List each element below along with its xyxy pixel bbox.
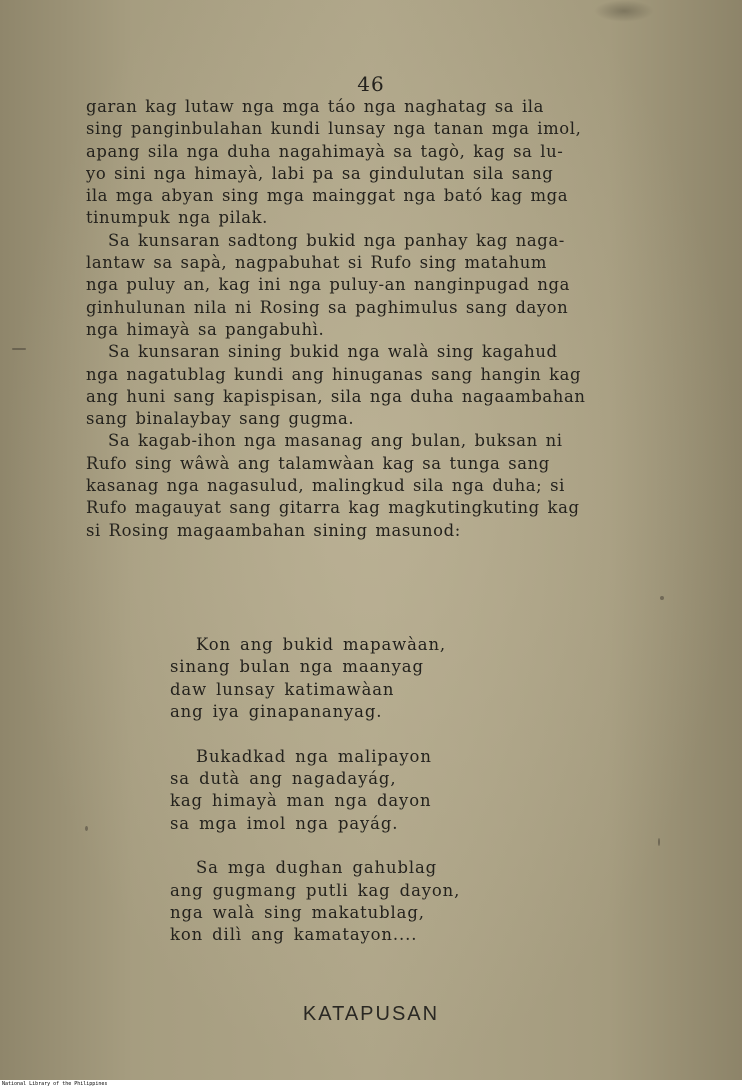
prose-line: Rufo sing wâwà ang talamwàan kag sa tunga sang: [86, 453, 550, 473]
prose-line: Rufo magauyat sang gitarra kag magkutingkuting kag: [86, 498, 580, 518]
poem-line: kag himayà man nga dayon: [170, 791, 432, 811]
poem-line: Bukadkad nga malipayon: [196, 746, 432, 766]
prose-line: sing panginbulahan kundi lunsay nga tanan mga imol,: [86, 119, 582, 139]
prose-line: ila mga abyan sing mga mainggat nga bató kag mga: [86, 186, 569, 206]
poem-stanza: [170, 746, 590, 836]
prose-line: si Rosing magaambahan sining masunod:: [86, 520, 461, 540]
prose-line: garan kag lutaw nga mga táo nga naghatag sa ila: [86, 97, 545, 116]
poem-line: Kon ang bukid mapawàan,: [196, 635, 447, 654]
poem-stanza: [170, 857, 590, 947]
poem-line: ang iya ginapananyag.: [170, 702, 383, 722]
prose-line: Sa kunsaran sining bukid nga walà sing kagahud: [108, 342, 558, 362]
poem-line: sa dutà ang nagadayág,: [170, 769, 397, 789]
prose-line: nga puluy an, kag ini nga puluy-an nanginpugad nga: [86, 275, 570, 295]
poem-line: sa mga imol nga payág.: [170, 813, 399, 833]
library-footer: National Library of the Philippines: [0, 1080, 742, 1088]
ink-speck: [12, 348, 26, 350]
prose-body: [86, 96, 664, 542]
prose-line: nga himayà sa pangabuhì.: [86, 319, 325, 339]
poem-line: nga walà sing makatublag,: [170, 903, 425, 923]
prose-line: sang binalaybay sang gugma.: [86, 409, 355, 429]
prose-line: kasanag nga nagasulud, malingkud sila nga duha; si: [86, 476, 565, 496]
ink-speck: [660, 596, 664, 600]
poem-line: ang gugmang putli kag dayon,: [170, 880, 461, 900]
ink-speck: [85, 826, 88, 831]
prose-line: nga nagatublag kundi ang hinuganas sang hangin kag: [86, 364, 582, 384]
poem-stanza: [170, 634, 590, 724]
poem-line: sinang bulan nga maanyag: [170, 657, 424, 677]
poem: [170, 634, 590, 969]
prose-line: Sa kunsaran sadtong bukid nga panhay kag naga-: [108, 230, 565, 250]
poem-line: kon dilì ang kamatayon....: [170, 925, 418, 945]
poem-line: daw lunsay katimawàan: [170, 679, 395, 699]
prose-line: tinumpuk nga pilak.: [86, 208, 268, 228]
prose-line: lantaw sa sapà, nagpabuhat si Rufo sing matahum: [86, 253, 548, 273]
prose-line: ang huni sang kapispisan, sila nga duha nagaambahan: [86, 386, 586, 406]
page-number: 46: [357, 72, 385, 96]
prose-line: apang sila nga duha nagahimayà sa tagò, kag sa lu-: [86, 141, 564, 161]
prose-line: Sa kagab-ihon nga masanag ang bulan, buksan ni: [108, 431, 563, 451]
page-stain: [594, 0, 654, 22]
poem-line: Sa mga dughan gahublag: [196, 858, 438, 878]
prose-line: yo sini nga himayà, labi pa sa gindulutan sila sang: [86, 163, 554, 183]
prose-line: ginhulunan nila ni Rosing sa paghimulus sang dayon: [86, 297, 569, 317]
ink-speck: [658, 838, 660, 846]
ending-title: KATAPUSAN: [302, 1003, 440, 1025]
